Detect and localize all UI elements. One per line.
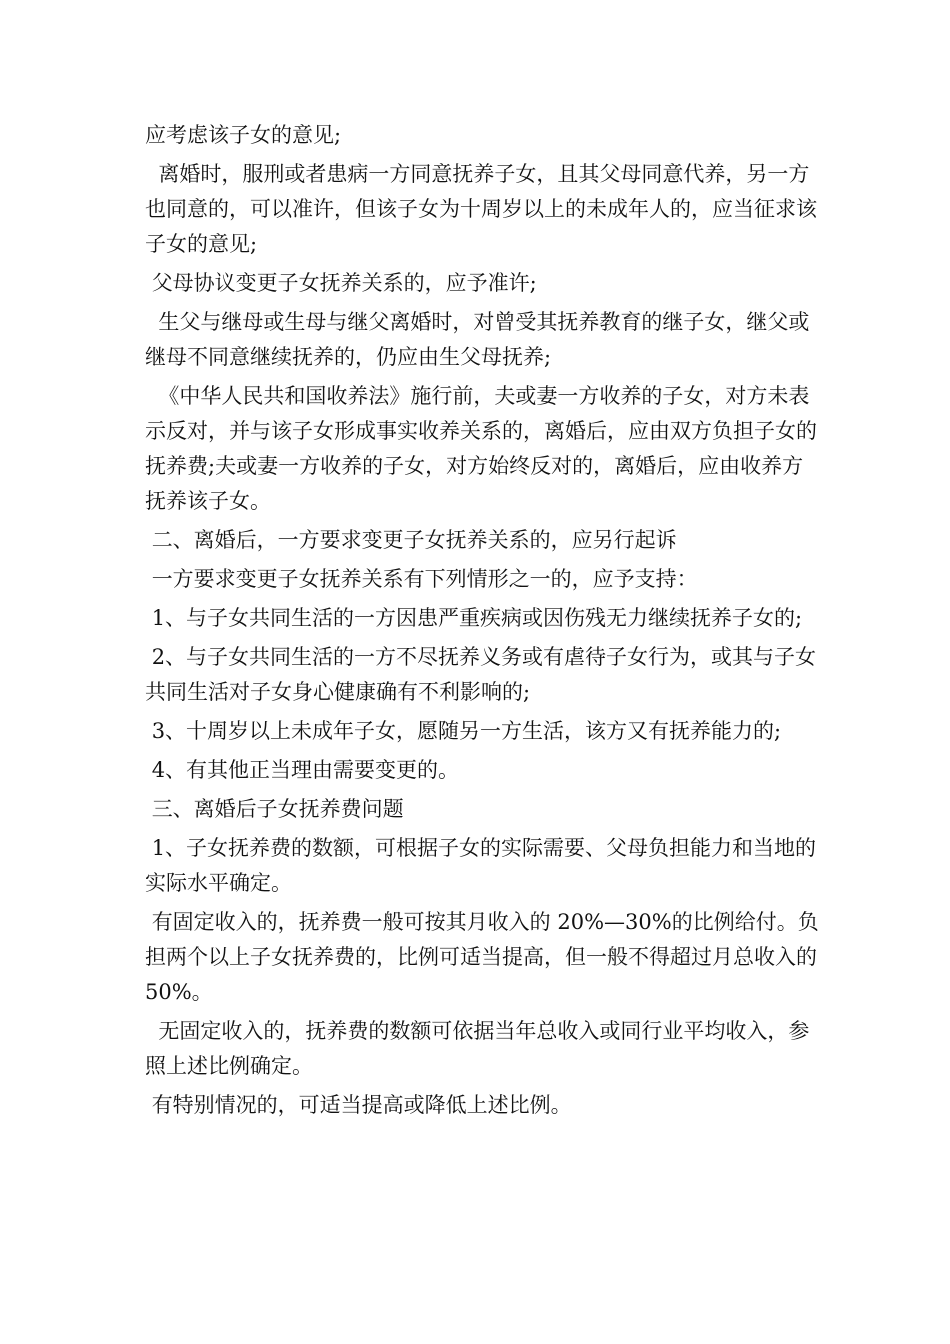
list-item: 4、有其他正当理由需要变更的。 — [145, 758, 460, 782]
paragraph: 一方要求变更子女抚养关系有下列情形之一的，应予支持： — [145, 567, 698, 591]
paragraph: 有特别情况的，可适当提高或降低上述比例。 — [145, 1093, 572, 1117]
paragraph: 《中华人民共和国收养法》施行前，夫或妻一方收养的子女，对方未表示反对，并与该子女形成事实收养关系的，离婚后，应由双方负担子女的抚养费;夫或妻一方收养的子女，对方始终反对的，离婚后，应由收养方抚养该子女。 — [145, 384, 817, 513]
list-item: 3、十周岁以上未成年子女，愿随另一方生活，该方又有抚养能力的; — [145, 719, 782, 743]
list-item: 2、与子女共同生活的一方不尽抚养义务或有虐待子女行为，或其与子女共同生活对子女身心健康确有不利影响的; — [145, 645, 817, 704]
section-heading: 二、离婚后，一方要求变更子女抚养关系的，应另行起诉 — [145, 528, 677, 552]
document-body — [145, 118, 824, 1127]
paragraph: 应考虑该子女的意见; — [145, 123, 342, 147]
paragraph: 无固定收入的，抚养费的数额可依据当年总收入或同行业平均收入，参照上述比例确定。 — [145, 1019, 810, 1078]
paragraph: 有固定收入的，抚养费一般可按其月收入的 20%—30%的比例给付。负担两个以上子女抚养费的，比例可适当提高，但一般不得超过月总收入的 50%。 — [145, 910, 824, 1004]
section-heading: 三、离婚后子女抚养费问题 — [145, 797, 404, 821]
paragraph: 生父与继母或生母与继父离婚时，对曾受其抚养教育的继子女，继父或继母不同意继续抚养的，仍应由生父母抚养; — [145, 310, 810, 369]
paragraph: 父母协议变更子女抚养关系的，应予准许; — [145, 271, 537, 295]
list-item: 1、子女抚养费的数额，可根据子女的实际需要、父母负担能力和当地的实际水平确定。 — [145, 836, 817, 895]
paragraph: 离婚时，服刑或者患病一方同意抚养子女，且其父母同意代养，另一方也同意的，可以准许，但该子女为十周岁以上的未成年人的，应当征求该子女的意见; — [145, 162, 817, 256]
list-item: 1、与子女共同生活的一方因患严重疾病或因伤残无力继续抚养子女的; — [145, 606, 803, 630]
